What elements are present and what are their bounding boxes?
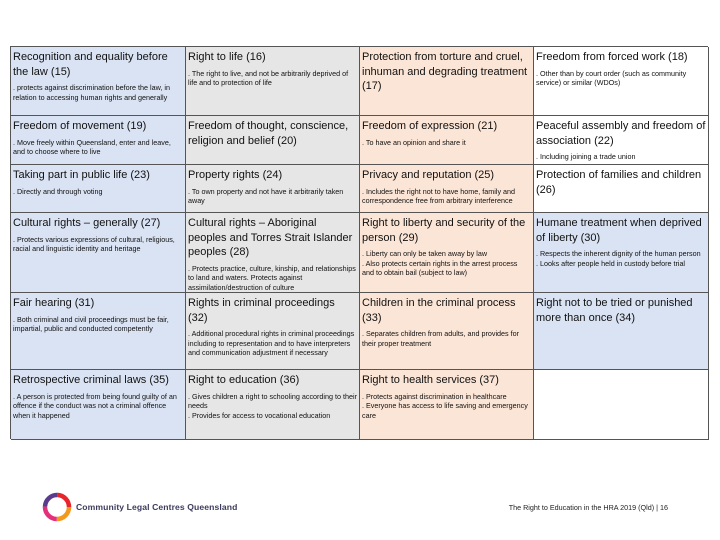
right-cell bbox=[360, 213, 534, 293]
organisation-name: Community Legal Centres Queensland bbox=[76, 502, 238, 512]
clcq-ring-logo-icon bbox=[40, 490, 74, 524]
right-description: . Protects practice, culture, kinship, and relationships to land and waters. Protects against assimilation/destruction of culture bbox=[188, 263, 356, 292]
right-description: . Gives children a right to schooling according to their needs bbox=[188, 391, 357, 411]
right-cell bbox=[11, 213, 186, 293]
right-cell bbox=[360, 370, 534, 440]
right-description: . Directly and through voting bbox=[13, 186, 103, 196]
right-description: . Separates children from adults, and provides for their proper treatment bbox=[362, 329, 520, 348]
human-rights-table bbox=[10, 46, 708, 439]
right-cell bbox=[360, 47, 534, 116]
right-title: Peaceful assembly and freedom of association (22) bbox=[536, 120, 706, 147]
right-title: Protection of families and children (26) bbox=[536, 169, 702, 196]
right-title: Fair hearing (31) bbox=[13, 297, 95, 309]
right-title: Freedom of movement (19) bbox=[13, 120, 147, 132]
right-cell bbox=[534, 213, 709, 293]
right-cell bbox=[534, 370, 709, 440]
right-title: Right not to be tried or punished more than once (34) bbox=[536, 297, 693, 324]
right-description: . Including joining a trade union bbox=[536, 152, 636, 161]
right-cell bbox=[534, 293, 709, 370]
right-cell bbox=[186, 293, 360, 370]
right-cell bbox=[534, 116, 709, 165]
right-title: Retrospective criminal laws (35) bbox=[13, 374, 169, 386]
right-description: . Both criminal and civil proceedings must be fair, impartial, public and conducted competently bbox=[13, 314, 169, 334]
right-description: . Protects various expressions of cultural, religious, racial and linguistic identity and heritage bbox=[13, 234, 175, 254]
right-title: Rights in criminal proceedings (32) bbox=[188, 297, 335, 324]
right-title: Freedom of expression (21) bbox=[362, 120, 498, 132]
right-cell bbox=[534, 47, 709, 116]
right-title: Taking part in public life (23) bbox=[13, 169, 150, 181]
right-title: Right to education (36) bbox=[188, 374, 300, 386]
right-cell bbox=[360, 116, 534, 165]
right-description: . protects against discrimination before the law, in relation to accessing human rights and generally bbox=[13, 83, 171, 102]
right-cell bbox=[360, 293, 534, 370]
right-description: . Additional procedural rights in criminal proceedings including to representation and to have interpreters and communication adjustment if necessary bbox=[188, 329, 355, 358]
right-title: Right to liberty and security of the person (29) bbox=[362, 217, 526, 244]
right-cell bbox=[11, 116, 186, 165]
right-cell bbox=[186, 370, 360, 440]
right-description: . Provides for access to vocational education bbox=[188, 410, 331, 420]
slide-footer: The Right to Education in the HRA 2019 (Qld) | 16 bbox=[508, 503, 668, 512]
right-title: Right to health services (37) bbox=[362, 374, 499, 386]
right-title: Cultural rights – generally (27) bbox=[13, 217, 161, 229]
right-description: . Everyone has access to life saving and emergency care bbox=[362, 401, 528, 420]
right-description: . Includes the right not to have home, family and correspondence free from arbitrary interference bbox=[362, 186, 516, 206]
right-title: Protection from torture and cruel, inhuman and degrading treatment (17) bbox=[362, 51, 528, 92]
right-description: . To own property and not have it arbitrarily taken away bbox=[188, 186, 344, 206]
right-title: Humane treatment when deprived of liberty (30) bbox=[536, 217, 702, 244]
right-title: Freedom of thought, conscience, religion and belief (20) bbox=[188, 120, 349, 147]
right-cell bbox=[11, 370, 186, 440]
right-description: . Protects against discrimination in healthcare bbox=[362, 391, 507, 401]
right-cell bbox=[11, 165, 186, 213]
right-description: . Liberty can only be taken away by law bbox=[362, 249, 488, 258]
right-description: . Also protects certain rights in the arrest process and to obtain bail (subject to law) bbox=[362, 258, 518, 278]
right-cell bbox=[534, 165, 709, 213]
right-description: . To have an opinion and share it bbox=[362, 137, 466, 147]
right-title: Right to life (16) bbox=[188, 51, 266, 63]
right-description: . Looks after people held in custody before trial bbox=[536, 258, 686, 268]
right-cell bbox=[186, 213, 360, 293]
right-title: Freedom from forced work (18) bbox=[536, 51, 688, 63]
right-description: . Other than by court order (such as community service) or similar (WDOs) bbox=[536, 68, 687, 88]
right-description: . The right to live, and not be arbitrarily deprived of life and to protection of life bbox=[188, 68, 349, 88]
right-description: . Move freely within Queensland, enter and leave, and to choose where to live bbox=[13, 137, 171, 157]
right-description: . A person is protected from being found guilty of an offence if the conduct was not a criminal offence when it happened bbox=[13, 391, 177, 420]
right-cell bbox=[186, 165, 360, 213]
right-title: Property rights (24) bbox=[188, 169, 283, 181]
right-cell bbox=[186, 116, 360, 165]
right-title: Privacy and reputation (25) bbox=[362, 169, 495, 181]
right-description: . Respects the inherent dignity of the human person bbox=[536, 249, 701, 258]
right-cell bbox=[11, 47, 186, 116]
right-title: Recognition and equality before the law (15) bbox=[13, 51, 168, 78]
right-title: Cultural rights – Aboriginal peoples and Torres Strait Islander peoples (28) bbox=[188, 217, 353, 258]
right-cell bbox=[360, 165, 534, 213]
right-title: Children in the criminal process (33) bbox=[362, 297, 516, 324]
right-cell bbox=[186, 47, 360, 116]
right-cell bbox=[11, 293, 186, 370]
